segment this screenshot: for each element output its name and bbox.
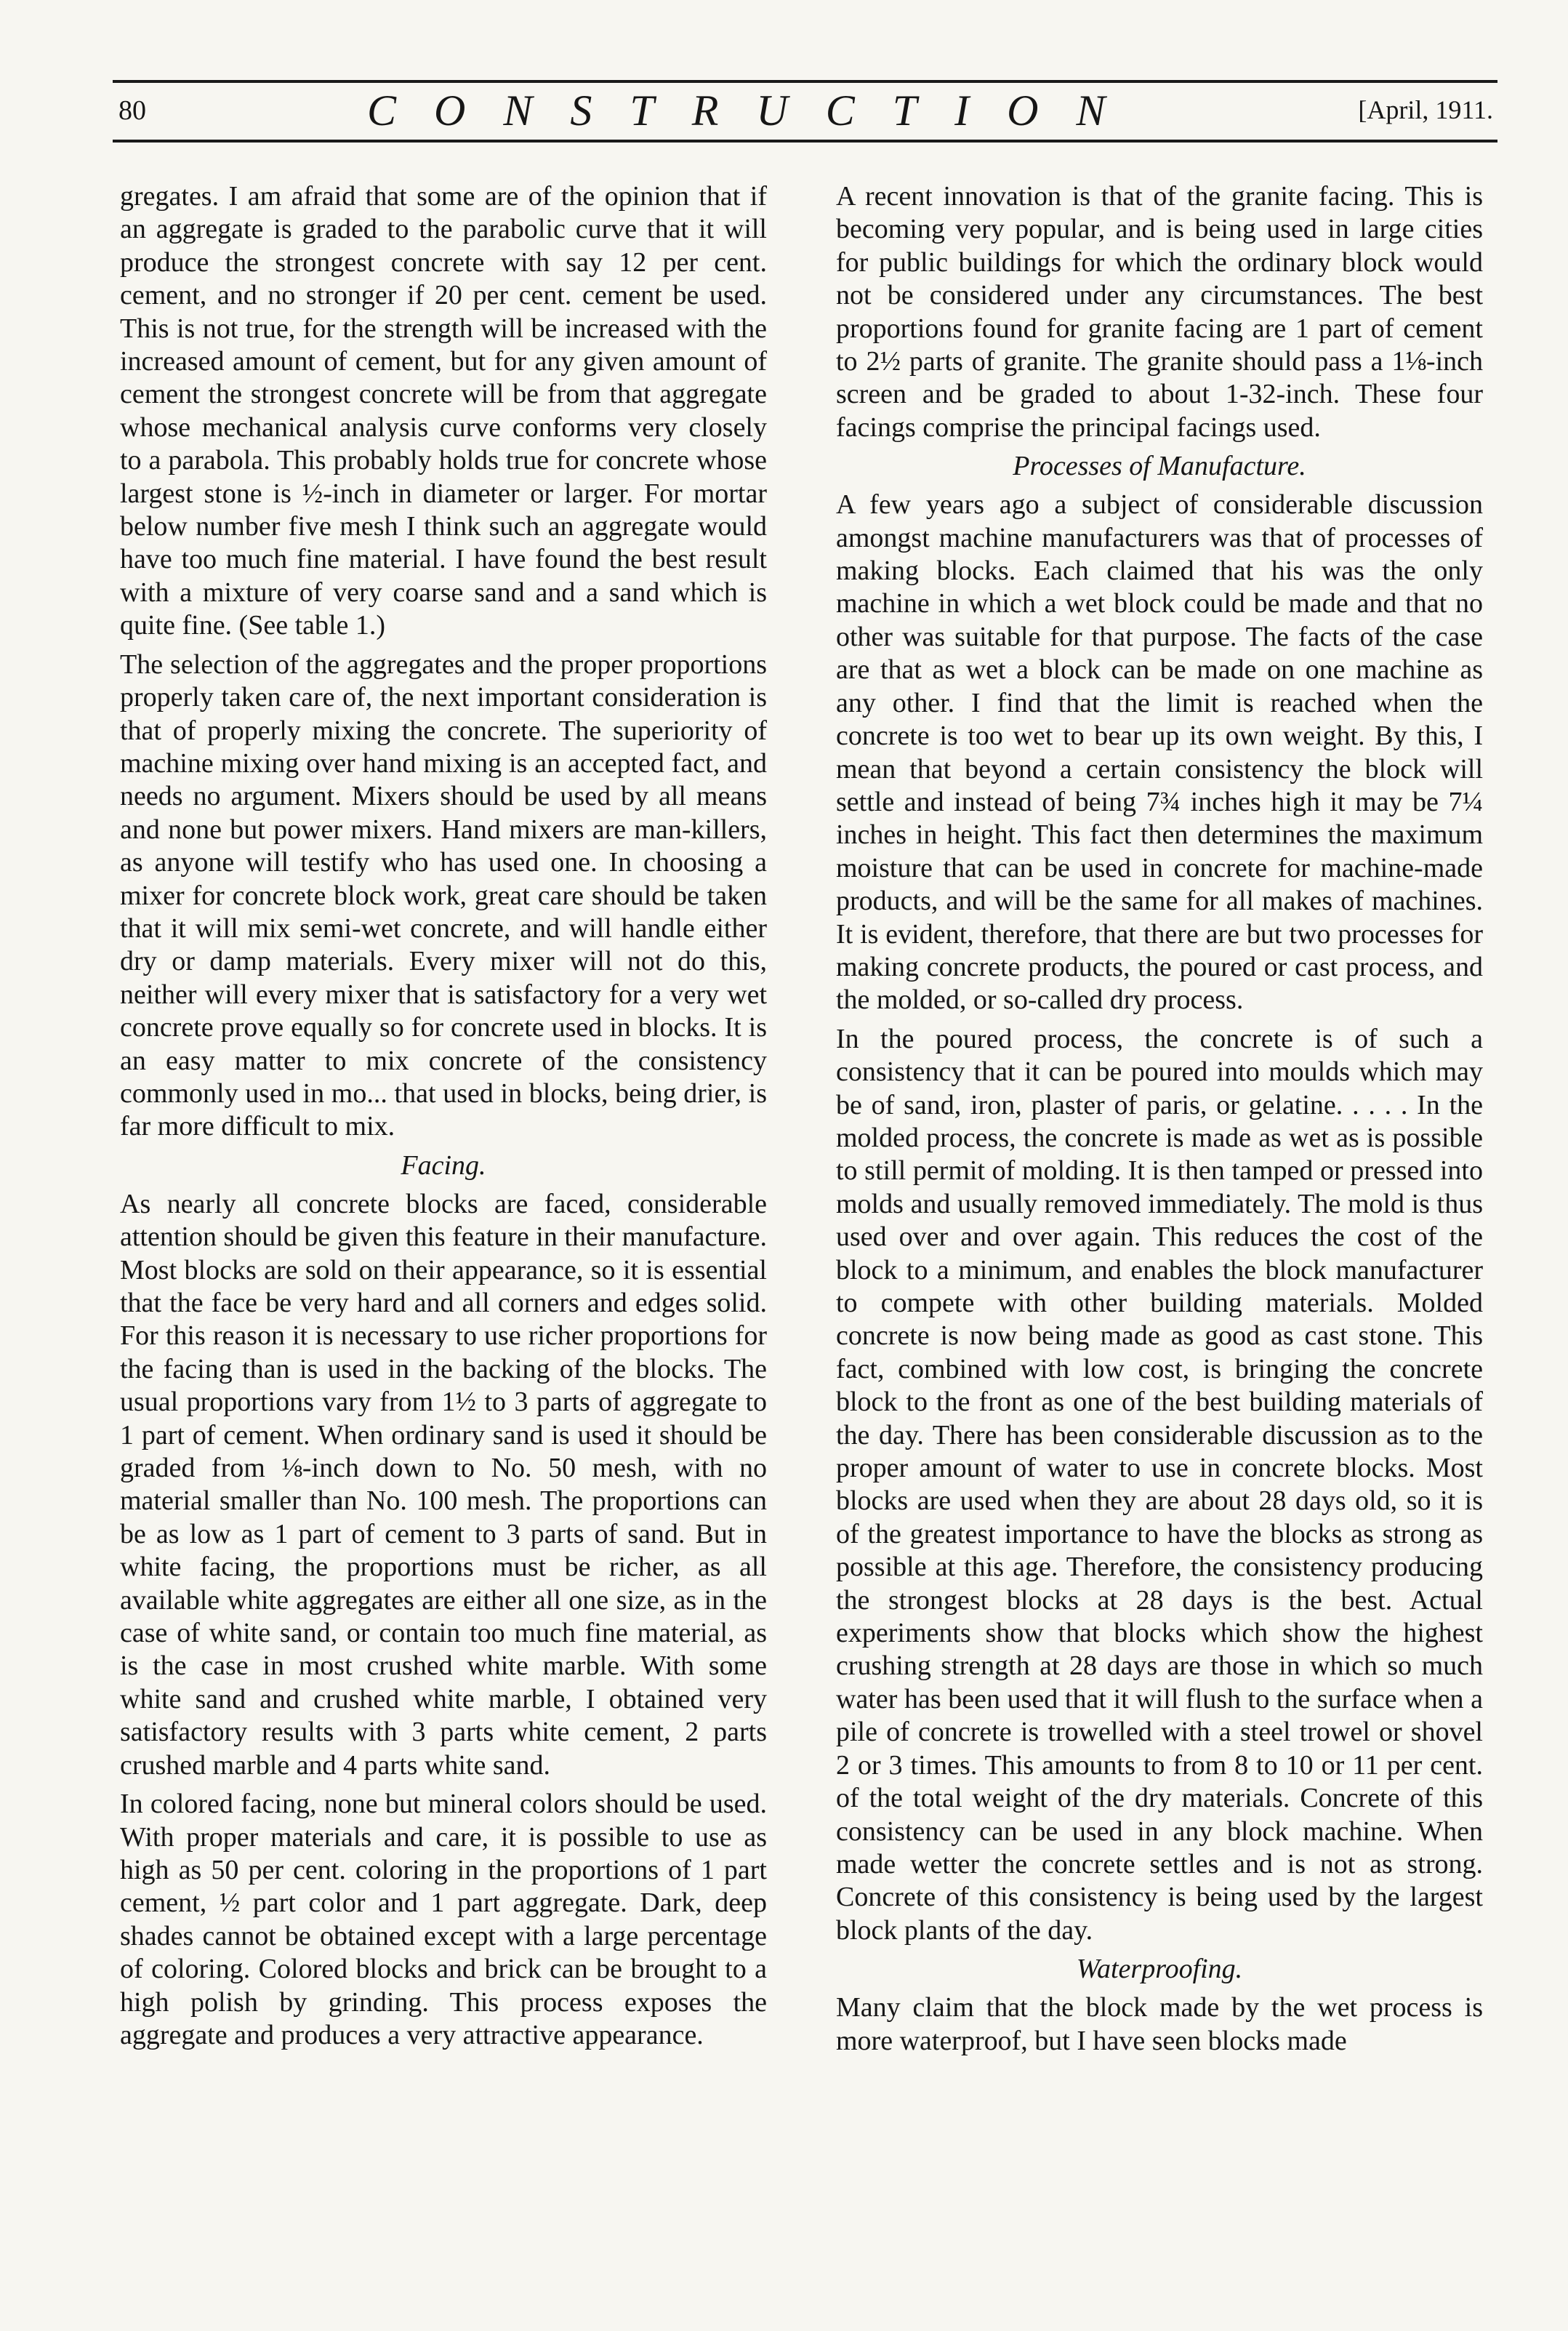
section-heading-facing: Facing.: [401, 1150, 486, 1181]
paragraph: The selection of the aggregates and the proper proportions properly taken care of, the next important consideration is that of properly mixing the concrete. The superiority of machine mixing over hand mixing is an accepted fact, and needs no argument. Mixers should be used by all means and none but power mixers. Hand mixers are man-killers, as anyone will testify who has used one. In choosing a mixer for concrete block work, great care should be taken that it will mix semi-wet concrete, and will handle either dry or damp materials. Every mixer will not do this, neither will every mixer that is satisfactory for a very wet concrete prove equally so for concrete used in blocks. It is an easy matter to mix concrete of the consistency commonly used in mo... that used in blocks, being drier, is far more difficult to mix.: [120, 649, 767, 1142]
paragraph: As nearly all concrete blocks are faced, considerable attention should be given this feature in their manufacture. Most blocks are sold on their appearance, so it is essential that the face be very hard and all corners and edges solid. For this reason it is necessary to use richer proportions for the facing than is used in the backing of the blocks. The usual proportions vary from 1½ to 3 parts of aggregate to 1 part of cement. When ordinary sand is used it should be graded from ⅛-inch down to No. 50 mesh, with no material smaller than No. 100 mesh. The proportions can be as low as 1 part of cement to 3 parts of sand. But in white facing, the proportions must be richer, as all available white aggregates are either all one size, as in the case of white sand, or contain too much fine material, as is the case in most crushed white marble. With some white sand and crushed white marble, I obtained very satisfactory results with 3 parts white cement, 2 parts crushed marble and 4 parts white sand.: [120, 1188, 767, 1781]
header-bottom-rule: [113, 140, 1497, 143]
section-heading-waterproofing: Waterproofing.: [1076, 1954, 1243, 1985]
masthead-title: CONSTRUCTION: [367, 87, 1143, 135]
section-heading-processes: Processes of Manufacture.: [1013, 451, 1306, 482]
paragraph: A few years ago a subject of considerable discussion amongst machine manufacturers was that of processes of making blocks. Each claimed that his was the only machine in which a wet block could be made and that no other was suitable for that purpose. The facts of the case are that as wet a block can be made on one machine as any other. I find that the limit is reached when the concrete is too wet to bear up its own weight. By this, I mean that beyond a certain consistency the block will settle and instead of being 7¾ inches high it may be 7¼ inches in height. This fact then determines the maximum moisture that can be used in concrete for machine-made products, and will be the same for all makes of machines. It is evident, therefore, that there are but two processes for making concrete products, the poured or cast process, and the molded, or so-called dry process.: [836, 489, 1483, 1016]
paragraph: In colored facing, none but mineral colors should be used. With proper materials and care, it is possible to use as high as 50 per cent. coloring in the proportions of 1 part cement, ½ part color and 1 part aggregate. Dark, deep shades cannot be obtained except with a large percentage of coloring. Colored blocks and brick can be brought to a high polish by grinding. This process exposes the aggregate and produces a very attractive appearance.: [120, 1789, 767, 2050]
page-number: 80: [118, 95, 146, 126]
header-top-rule: [113, 80, 1497, 83]
page-header: [113, 80, 1497, 145]
right-column: [836, 180, 1483, 2063]
left-column: [120, 180, 767, 2058]
issue-date: [April, 1911.: [1358, 95, 1493, 124]
paragraph: Many claim that the block made by the wet process is more waterproof, but I have seen blocks made: [836, 1992, 1483, 2056]
paragraph: A recent innovation is that of the granite facing. This is becoming very popular, and is being used in large cities for public buildings for which the ordinary block would not be considered under any circumstances. The best proportions found for granite facing are 1 part of cement to 2½ parts of granite. The granite should pass a 1⅛-inch screen and be graded to about 1-32-inch. These four facings comprise the principal facings used.: [836, 181, 1483, 443]
paragraph: In the poured process, the concrete is of such a consistency that it can be poured into moulds which may be of sand, iron, plaster of paris, or gelatine. . . . . In the molded process, the concrete is made as wet as is possible to still permit of molding. It is then tamped or pressed into molds and usually removed immediately. The mold is thus used over and over again. This reduces the cost of the block to a minimum, and enables the block manufacturer to compete with other building materials. Molded concrete is now being made as good as cast stone. This fact, combined with low cost, is bringing the concrete block to the front as one of the best building materials of the day. There has been considerable discussion as to the proper amount of water to use in concrete blocks. Most blocks are used when they are about 28 days old, so it is of the greatest importance to have the blocks as strong as possible at this age. Therefore, the consistency producing the strongest blocks at 28 days is the best. Actual experiments show that blocks which show the highest crushing strength at 28 days are those in which so much water has been used that it will flush to the surface when a pile of concrete is trowelled with a steel trowel or shovel 2 or 3 times. This amounts to from 8 to 10 or 11 per cent. of the total weight of the dry materials. Concrete of this consistency can be used in any block machine. When made wetter the concrete settles and is not as strong. Concrete of this consistency is being used by the largest block plants of the day.: [836, 1023, 1483, 1946]
paragraph: gregates. I am afraid that some are of the opinion that if an aggregate is graded to the parabolic curve that it will produce the strongest concrete with say 12 per cent. cement, and no stronger if 20 per cent. cement be used. This is not true, for the strength will be increased with the increased amount of cement, but for any given amount of cement the strongest concrete will be from that aggregate whose mechanical analysis curve conforms very closely to a parabola. This probably holds true for concrete whose largest stone is ½-inch in diameter or larger. For mortar below number five mesh I think such an aggregate would have too much fine material. I have found the best result with a mixture of very coarse sand and a sand which is quite fine. (See table 1.): [120, 181, 767, 641]
